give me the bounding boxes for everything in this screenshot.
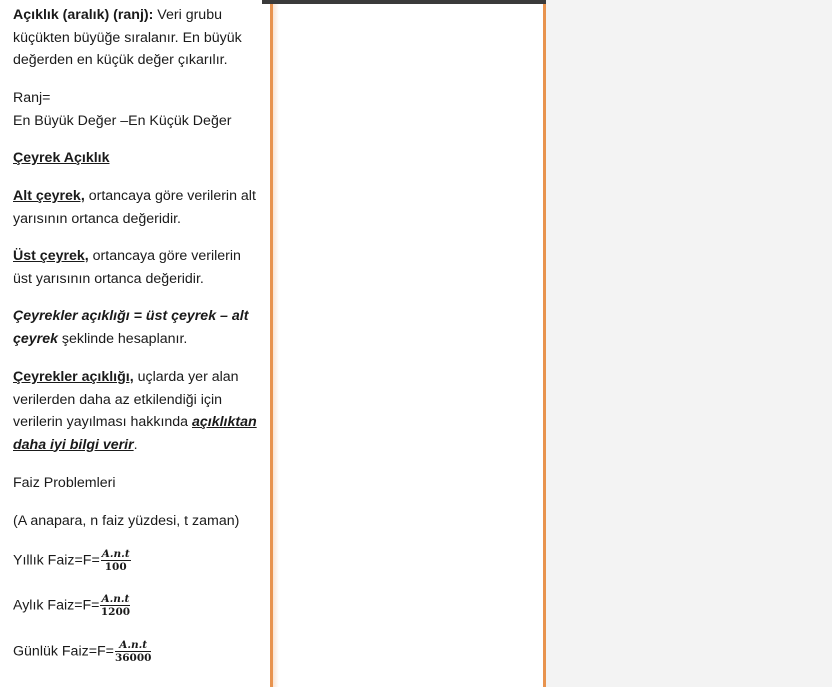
yearly-numerator: A.n.t <box>101 548 130 560</box>
ranj-formula: En Büyük Değer –En Küçük Değer <box>13 113 232 129</box>
daily-numerator: A.n.t <box>115 639 152 652</box>
top-toolbar-strip <box>262 0 548 4</box>
iqr-formula-rest: şeklinde hesaplanır. <box>57 330 188 347</box>
yearly-label: Yıllık Faiz=F= <box>13 552 100 569</box>
iqr-paragraph <box>13 366 257 456</box>
upper-quartile-text-1: ortancaya göre verilerin <box>88 248 241 264</box>
monthly-label: Aylık Faiz=F= <box>13 597 100 614</box>
yearly-interest-formula <box>13 548 131 573</box>
page-frame-shadow <box>273 0 279 687</box>
iqr-emphasis-2: daha iyi bilgi verir <box>13 436 134 453</box>
monthly-numerator: A.n.t <box>101 593 130 605</box>
document-page-frame <box>270 0 546 687</box>
ranj-label: Ranj= <box>13 90 51 106</box>
range-paragraph <box>13 4 242 72</box>
notes-column <box>0 0 270 687</box>
iqr-text-3: verilerin yayılması hakkında <box>13 414 192 430</box>
lower-quartile-text-2: yarısının ortanca değeridir. <box>13 210 181 227</box>
iqr-text-2: verilerden daha az etkilendiği için <box>13 391 222 408</box>
yearly-denominator: 100 <box>104 561 127 573</box>
upper-quartile-text-2: üst yarısının ortanca değeridir. <box>13 270 204 287</box>
daily-interest-formula <box>13 639 151 664</box>
monthly-denominator: 1200 <box>100 606 131 618</box>
range-text-2: küçükten büyüğe sıralanır. En büyük <box>13 29 242 46</box>
range-term: Açıklık (aralık) (ranj): <box>13 7 154 23</box>
right-empty-area <box>546 0 832 687</box>
monthly-fraction <box>100 593 130 618</box>
daily-denominator: 36000 <box>114 652 152 664</box>
upper-quartile-paragraph <box>13 245 241 290</box>
lower-quartile-term: Alt çeyrek, <box>13 188 85 204</box>
interest-variables: (A anapara, n faiz yüzdesi, t zaman) <box>13 513 240 529</box>
iqr-emphasis-1: açıklıktan <box>192 414 257 430</box>
upper-quartile-term: Üst çeyrek, <box>13 248 89 264</box>
yearly-fraction <box>101 548 131 573</box>
interest-heading: Faiz Problemleri <box>13 475 116 491</box>
iqr-term: Çeyrekler açıklığı, <box>13 369 134 385</box>
iqr-formula-line: Çeyrekler açıklığı = üst çeyrek – alt <box>13 308 249 324</box>
lower-quartile-text-1: ortancaya göre verilerin alt <box>84 188 256 204</box>
monthly-interest-formula <box>13 593 130 618</box>
daily-label: Günlük Faiz=F= <box>13 643 114 660</box>
lower-quartile-paragraph <box>13 185 256 230</box>
iqr-formula-paragraph <box>13 305 248 350</box>
quartile-heading: Çeyrek Açıklık <box>13 150 110 166</box>
iqr-formula-word: çeyrek <box>13 330 58 347</box>
range-text-3: değerden en küçük değer çıkarılır. <box>13 52 228 68</box>
range-text-1: Veri grubu <box>153 7 222 23</box>
daily-fraction <box>115 639 152 664</box>
iqr-text-1: uçlarda yer alan <box>133 369 239 385</box>
iqr-end: . <box>133 436 138 453</box>
